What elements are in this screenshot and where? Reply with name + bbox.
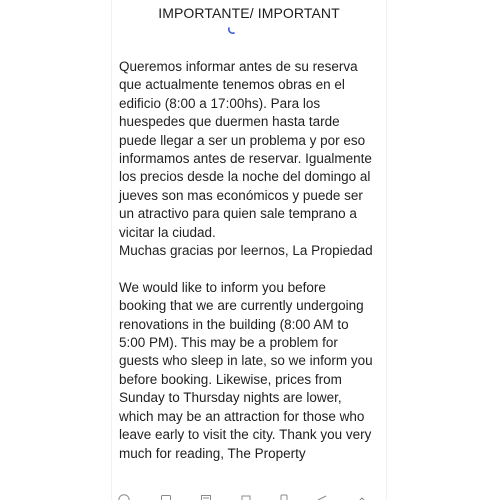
- page-title: IMPORTANTE/ IMPORTANT: [158, 5, 340, 21]
- document-icon[interactable]: [200, 494, 212, 500]
- building-icon[interactable]: [240, 494, 252, 500]
- share-icon[interactable]: [316, 494, 328, 500]
- more-icon[interactable]: [356, 494, 368, 500]
- phone-icon[interactable]: [278, 494, 290, 500]
- bottom-toolbar: [112, 488, 386, 500]
- back-icon[interactable]: [118, 494, 130, 500]
- message-panel: [112, 0, 386, 500]
- calendar-icon[interactable]: [160, 494, 172, 500]
- loading-spinner-icon: [226, 24, 238, 36]
- message-english: We would like to inform you before booking that we are currently undergoing renovations in the building (8:00 AM to 5:00 PM). This may be a problem for guests who sleep in late, so we inform you before booking. Likewise, prices from Sunday to Thursday nights are lower, which may be an attraction for those who leave early to visit the city. Thank you very much for reading, The Property: [119, 279, 373, 461]
- message-spanish: Queremos informar antes de su reserva que actualmente tenemos obras en el edificio (8:00 a 17:00hs). Para los huespedes que duermen hasta tarde puede llegar a ser un problema y por eso informamos antes de reservar. Igualmente los precios desde la noche del domingo al jueves son mas económicos y puede ser un atractivo para quien sale temprano a vicitar la ciudad. Muchas gracias por leernos, La Propiedad: [119, 59, 373, 259]
- message-body: [119, 58, 385, 463]
